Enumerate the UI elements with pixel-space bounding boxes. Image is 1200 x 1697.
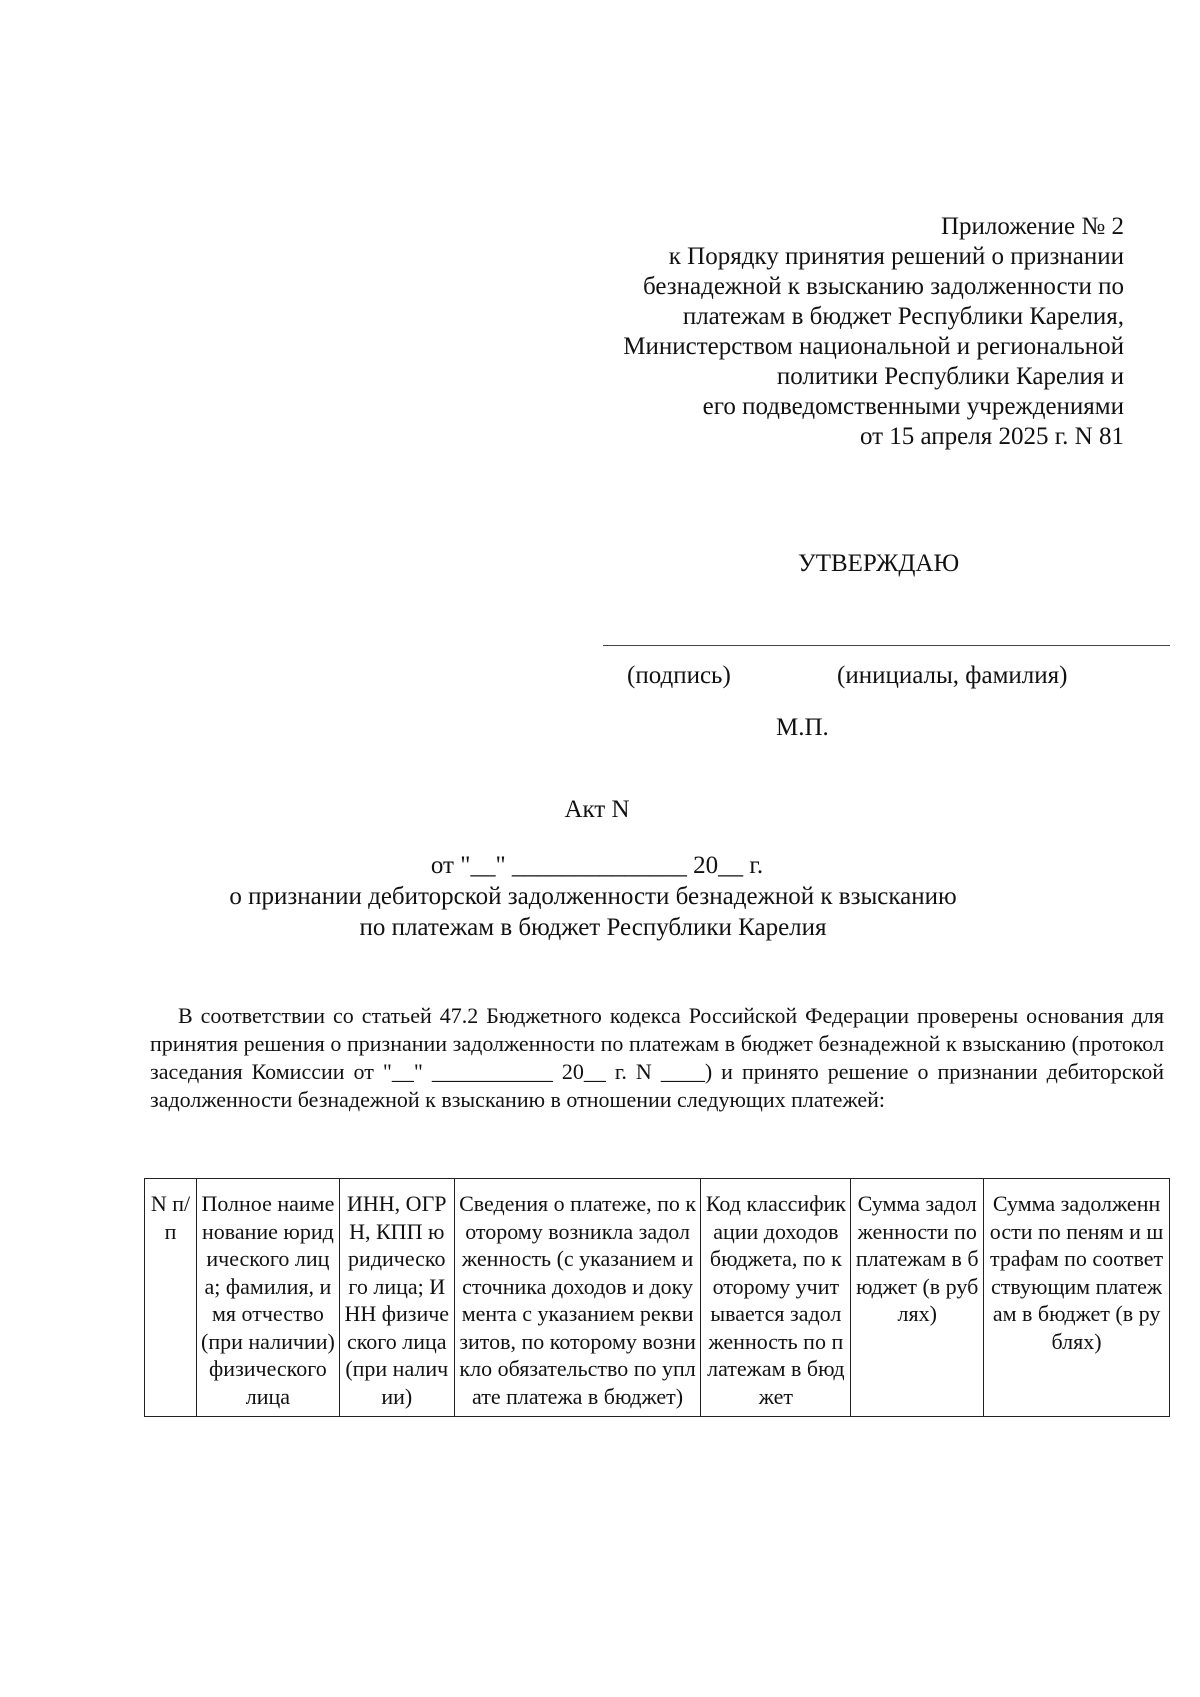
header-cell-penalty-amount: Сумма задолженности по пеням и штрафам по соответствующим платежам в бюджет (в рублях) [984, 1179, 1170, 1417]
appendix-header [524, 212, 1124, 452]
header-cell-name: Полное наименование юридического лица; фамилия, имя отчество (при наличии) физического лица [196, 1179, 339, 1417]
act-body-text: В соответствии со статьей 47.2 Бюджетного кодекса Российской Федерации проверены основания для принятия решения о признании задолженности по платежам в бюджет безнадежной к взысканию (протокол заседания Комиссии от "__" ___________ 20__ г. N ____) и принято решение о признании дебиторской задолженности безнадежной к взысканию в отношении следующих платежей: [150, 1003, 1164, 1112]
payments-table [144, 1178, 1170, 1417]
header-cell-tax-ids: ИНН, ОГРН, КПП юридического лица; ИНН физического лица (при наличии) [339, 1179, 454, 1417]
signature-line [603, 645, 1170, 646]
act-subject-line-1: о признании дебиторской задолженности безнадежной к взысканию [229, 883, 957, 910]
header-cell-debt-amount: Сумма задолженности по платежам в бюджет (в рублях) [851, 1179, 984, 1417]
act-date-line: от "__" ______________ 20__ г. [430, 852, 764, 879]
stamp-mark: М.П. [776, 714, 829, 741]
appendix-line: платежам в бюджет Республики Карелия, [682, 303, 1124, 330]
header-cell-payment-info: Сведения о платеже, по которому возникла задолженность (с указанием источника доходов и документа с указанием реквизитов, по которому возникло обязательство по уплате платежа в бюджет) [454, 1179, 701, 1417]
act-title: Акт N [564, 796, 630, 823]
act-subject-line-2: по платежам в бюджет Республики Карелия [359, 914, 827, 941]
appendix-line: к Порядку принятия решений о признании [668, 243, 1124, 270]
appendix-line: Министерством национальной и региональной [623, 333, 1124, 360]
appendix-line: Приложение № 2 [940, 213, 1124, 240]
header-cell-number: N п/п [145, 1179, 197, 1417]
appendix-line: его подведомственными учреждениями [702, 393, 1124, 420]
header-cell-budget-code: Код классификации доходов бюджета, по которому учитывается задолженность по платежам в бюджет [701, 1179, 851, 1417]
table-header-row [145, 1179, 1170, 1417]
appendix-line: безнадежной к взысканию задолженности по [642, 273, 1124, 300]
signature-caption: (подпись) [627, 662, 731, 689]
appendix-line: политики Республики Карелия и [776, 363, 1124, 390]
appendix-line: от 15 апреля 2025 г. N 81 [859, 423, 1124, 450]
approval-title: УТВЕРЖДАЮ [798, 550, 960, 577]
name-caption: (инициалы, фамилия) [837, 662, 1068, 689]
